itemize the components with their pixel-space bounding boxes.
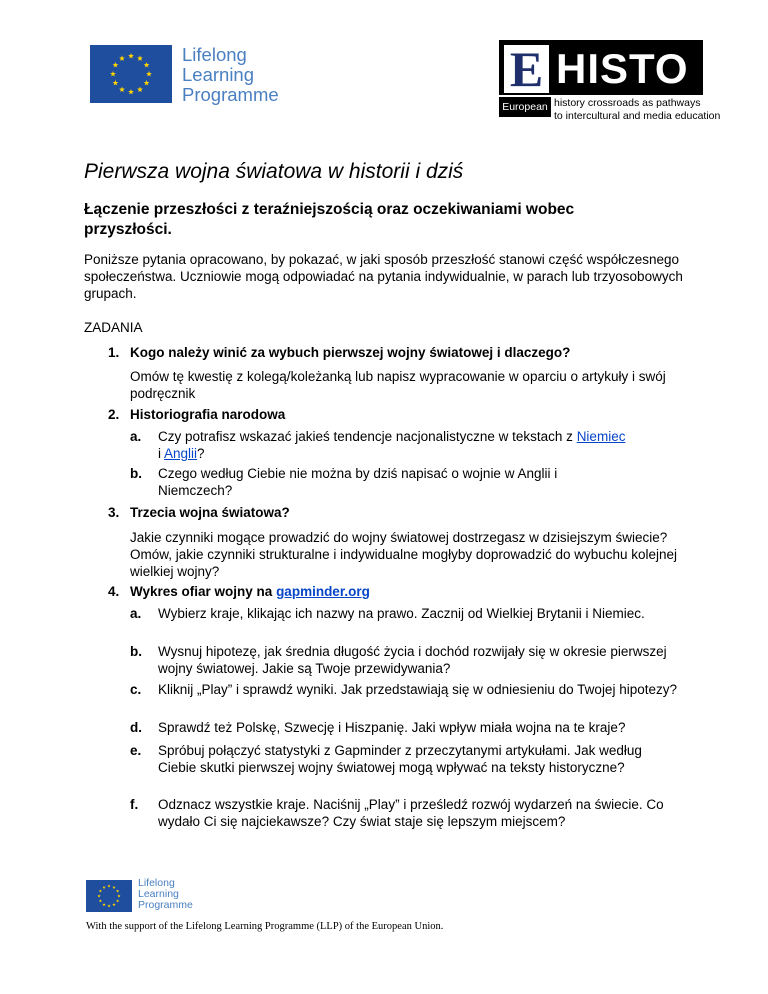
eu-star	[119, 87, 125, 92]
footer-eu-stars-icon	[86, 880, 132, 912]
task-3-number: 3.	[108, 505, 120, 520]
task-4b-text: Wysnuj hipotezę, jak średnia długość życia i dochód rozwijały się w okresie pierwszej wojny światowej. Jakie są Twoje przewidywania?	[158, 644, 667, 676]
page-title: Pierwsza wojna światowa w historii i dziś	[84, 160, 464, 183]
llp-logo	[90, 45, 290, 105]
eu-star	[99, 889, 102, 892]
footer-eu-flag-icon	[86, 880, 132, 912]
footer-logo-line-1: Lifelong	[138, 877, 175, 889]
eu-star	[113, 80, 119, 85]
task-4-title: Wykres ofiar wojny na gapminder.org	[130, 584, 370, 599]
task-4d-label: d.	[130, 720, 142, 735]
eu-star	[137, 55, 143, 60]
footer-logo-line-3: Programme	[138, 899, 193, 911]
eu-star	[128, 53, 134, 58]
link-gapminder[interactable]: gapminder.org	[276, 584, 370, 599]
task-1-title: Kogo należy winić za wybuch pierwszej wojny światowej i dlaczego?	[130, 345, 571, 360]
llp-logo-line-3: Programme	[182, 84, 279, 105]
ehisto-logo	[499, 40, 721, 130]
eu-star	[107, 904, 110, 907]
eu-star	[110, 71, 116, 76]
task-2a-label: a.	[130, 429, 142, 444]
llp-logo-line-2: Learning	[182, 64, 255, 85]
task-4c-text: Kliknij „Play” i sprawdź wyniki. Jak przedstawiają się w odniesieniu do Twojej hipotezy?	[158, 682, 677, 697]
ehisto-word: HISTO	[556, 45, 689, 92]
task-2b-text: Czego według Ciebie nie można by dziś napisać o wojnie w Anglii i Niemczech?	[158, 466, 558, 498]
eu-star	[117, 894, 120, 897]
ehisto-tagline-2: to intercultural and media education	[554, 110, 721, 122]
footer-note: With the support of the Lifelong Learning Programme (LLP) of the European Union.	[86, 921, 444, 932]
ehisto-european: European	[499, 97, 551, 117]
eu-star	[97, 894, 100, 897]
task-4a-label: a.	[130, 606, 142, 621]
eu-star	[146, 71, 152, 76]
eu-star	[107, 884, 110, 887]
eu-star	[119, 55, 125, 60]
footer-logo-line-2: Learning	[138, 888, 179, 900]
task-2a-text: Czy potrafisz wskazać jakieś tendencje nacjonalistyczne w tekstach z Niemiec i Anglii?	[158, 429, 626, 461]
eu-star	[116, 889, 119, 892]
eu-star	[144, 62, 150, 67]
llp-logo-line-1: Lifelong	[182, 44, 247, 65]
task-2-number: 2.	[108, 407, 120, 422]
eu-star	[128, 89, 134, 94]
task-3-title: Trzecia wojna światowa?	[130, 505, 290, 520]
footer-llp-logo	[86, 877, 216, 916]
task-4f-text: Odznacz wszystkie kraje. Naciśnij „Play” i prześledź rozwój wydarzeń na świecie. Co wydało Ci się najciekawsze? Czy świat staje się lepszym miejscem?	[158, 797, 664, 829]
task-4-number: 4.	[108, 584, 120, 599]
link-anglii[interactable]: Anglii	[164, 446, 198, 461]
eu-star	[112, 903, 115, 906]
task-1-text: Omów tę kwestię z kolegą/koleżanką lub napisz wypracowanie w oparciu o artykuły i swój podręcznik	[130, 369, 666, 401]
task-4e-text: Spróbuj połączyć statystyki z Gapminder z przeczytanymi artykułami. Jak według Ciebie skutki pierwszej wojny światowej mogą wpływać na teksty historyczne?	[158, 743, 642, 775]
eu-flag-icon	[90, 45, 172, 103]
task-4e-label: e.	[130, 743, 142, 758]
task-4b-label: b.	[130, 644, 142, 659]
task-4c-label: c.	[130, 682, 142, 697]
page-subtitle: Łączenie przeszłości z teraźniejszością oraz oczekiwaniami wobec przyszłości.	[84, 201, 575, 238]
eu-star	[102, 903, 105, 906]
eu-star	[99, 899, 102, 902]
eu-stars-icon	[90, 45, 172, 103]
eu-star	[137, 87, 143, 92]
task-4f-label: f.	[130, 797, 139, 812]
intro-paragraph: Poniższe pytania opracowano, by pokazać, w jaki sposób przeszłość stanowi część współczesnego społeczeństwa. Uczniowie mogą odpowiadać na pytania indywidualnie, w parach lub trzyosobowych grupach.	[84, 252, 683, 301]
task-3-text: Jakie czynniki mogące prowadzić do wojny światowej dostrzegasz w dzisiejszym świecie? Omów, jakie czynniki strukturalne i indywidualne mogłyby doprowadzić do wybuchu kolejnej wielkiej wojny?	[130, 530, 678, 579]
ehisto-tagline-1: history crossroads as pathways	[554, 97, 701, 109]
eu-star	[112, 886, 115, 889]
eu-star	[102, 886, 105, 889]
eu-star	[144, 80, 150, 85]
task-2b-label: b.	[130, 466, 142, 481]
task-4a-text: Wybierz kraje, klikając ich nazwy na prawo. Zacznij od Wielkiej Brytanii i Niemiec.	[158, 606, 645, 621]
eu-star	[113, 62, 119, 67]
tasks-heading: ZADANIA	[84, 320, 143, 335]
link-niemiec[interactable]: Niemiec	[576, 429, 626, 444]
task-2-title: Historiografia narodowa	[130, 407, 286, 422]
eu-star	[116, 899, 119, 902]
ehisto-e-letter: E	[503, 44, 550, 94]
task-1-number: 1.	[108, 345, 120, 360]
task-4d-text: Sprawdź też Polskę, Szwecję i Hiszpanię. Jaki wpływ miała wojna na te kraje?	[158, 720, 626, 735]
